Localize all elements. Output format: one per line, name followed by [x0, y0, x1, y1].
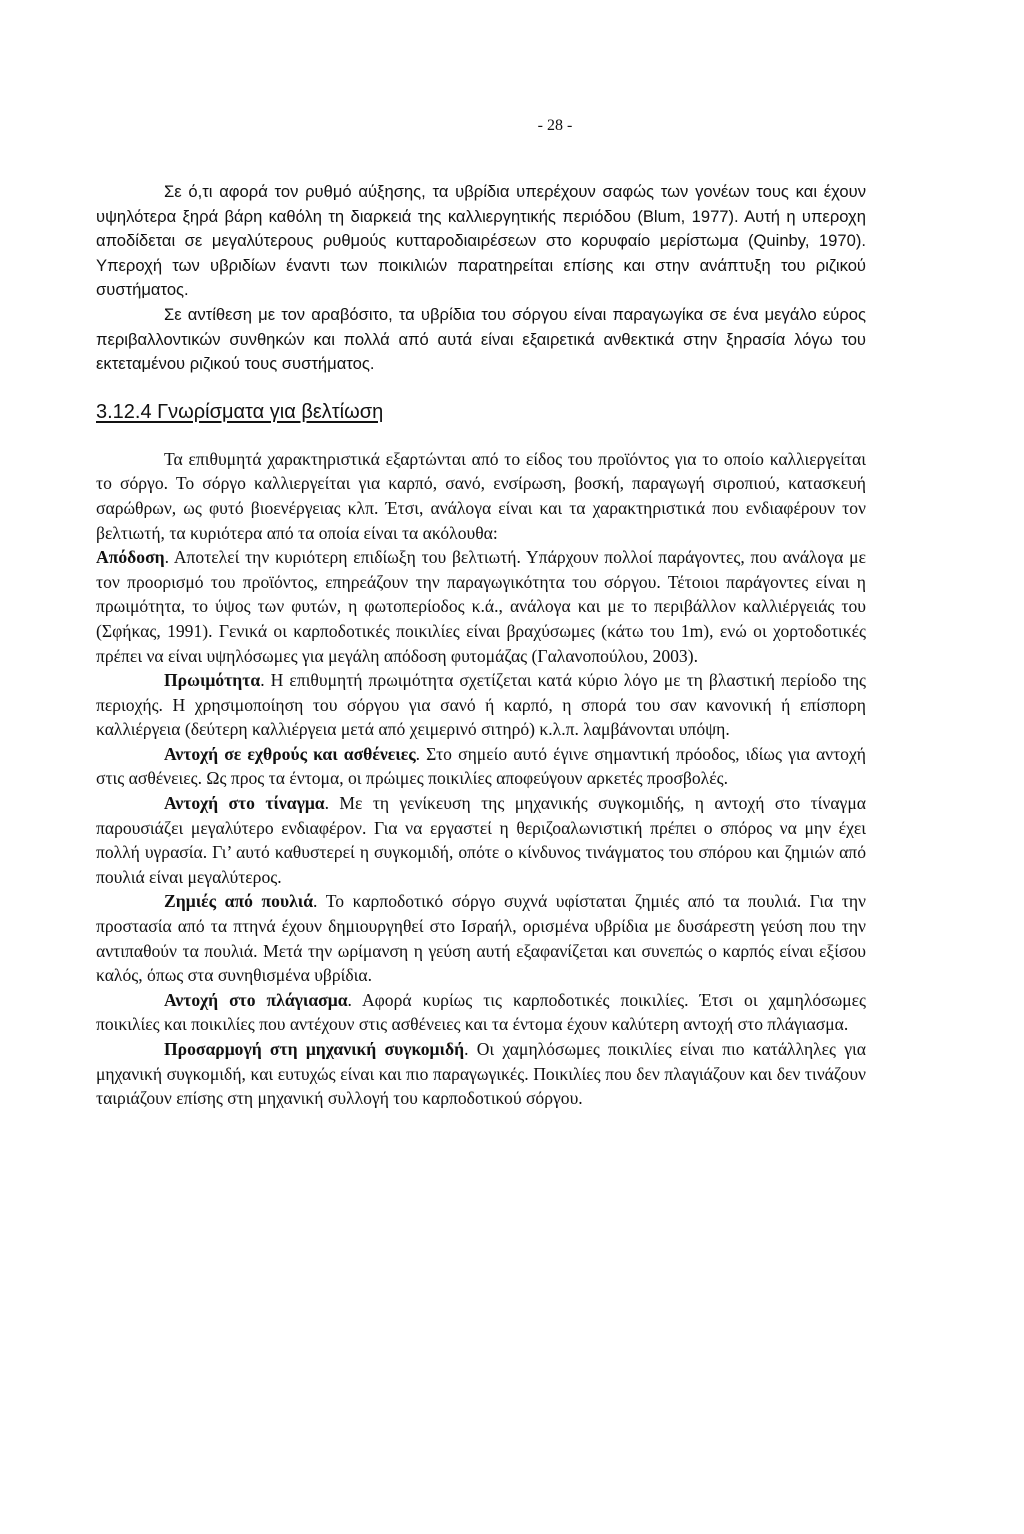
section-heading: 3.12.4 Γνωρίσματα για βελτίωση — [96, 400, 384, 423]
trait-mechanical-harvest — [96, 1037, 866, 1111]
trait-text: . Οι χαμηλόσωμες ποικιλίες είναι πιο κατάλληλες για μηχανική συγκομιδή, και ευτυχώς είναι και πιο παραγωγικές. Ποικιλίες που δεν πλαγιάζουν και δεν τινάζουν ταιριάζουν επίσης στη μηχανική συλλογή του καρποδοτικού σόργου. — [96, 1039, 866, 1109]
trait-term: Απόδοση — [96, 547, 165, 568]
paragraph-adaptability: Σε αντίθεση με τον αραβόσιτο, τα υβρίδια του σόργου είναι παραγωγίκα σε ένα μεγάλο εύρος περιβαλλοντικών συνθηκών και πολλά από αυτά είναι εξαιρετικά ανθεκτικά στην ξηρασία λόγω του εκτεταμένου ριζικού τους συστήματος. — [96, 304, 866, 374]
trait-term: Ζημιές από πουλιά — [164, 891, 314, 912]
trait-text: . Με τη γενίκευση της μηχανικής συγκομιδής, η αντοχή στο τίναγμα παρουσιάζει μεγαλύτερο ενδιαφέρον. Για να εργαστεί η θεριζοαλωνιστική πρέπει ο σπόρος να μην έχει πολλή υγρασία. Γι’ αυτό καθυστερεί η συγκομιδή, οπότε ο κίνδυνος τινάγματος του σπόρου και ζημιών από πουλιά είναι μεγαλύτερος. — [96, 793, 866, 887]
trait-term: Προσαρμογή στη μηχανική συγκομιδή — [164, 1039, 465, 1059]
trait-earliness — [96, 668, 866, 742]
trait-text: . Αφορά κυρίως τις καρποδοτικές ποικιλίες. Έτσι οι χαμηλόσωμες ποικιλίες και ποικιλίες που αντέχουν στις ασθένειες και τα έντομα έχουν καλύτερη αντοχή στο πλάγιασμα. — [96, 989, 866, 1035]
trait-text: . Η επιθυμητή πρωιμότητα σχετίζεται κατά κύριο λόγο με τη βλαστική περίοδο της περιοχής. Η χρησιμοποίηση του σόργου για σανό ή καρπό, η σπορά του σαν κανονική ή επίσπορη καλλιέργεια (δεύτερη καλλιέργεια μετά από χειμερινό σιτηρό) κ.λ.π. λαμβάνονται υπόψη. — [96, 670, 866, 740]
trait-yield — [96, 545, 866, 668]
trait-shattering-resistance — [96, 791, 866, 889]
trait-text: . Το καρποδοτικό σόργο συχνά υφίσταται ζημιές από τα πουλιά. Για την προστασία από τα πτηνά έχουν δημιουργηθεί στο Ισραήλ, ορισμένα υβρίδια με δυσάρεστη γεύση που την αντιπαθούν τα πουλιά. Μετά την ωρίμανση η γεύση αυτή εξαφανίζεται και συνεπώς ο καρπός είναι εξίσου καλός, όπως στα συνηθισμένα υβρίδια. — [96, 891, 867, 986]
trait-text: . Αποτελεί την κυριότερη επιδίωξη του βελτιωτή. Υπάρχουν πολλοί παράγοντες, που ανάλογα με τον προορισμό του προϊόντος, επηρεάζουν την παραγωγικότητα του σόργου. Τέτοιοι παράγοντες είναι η πρωιμότητα, το ύψος των φυτών, η φωτοπερίοδος κ.ά., ανάλογα και με το περιβάλλον καλλιέργειάς του (Σφήκας, 1991). Γενικά οι καρποδοτικές ποικιλίες είναι βραχύσωμες (κάτω του 1m), ενώ οι χορτοδοτικές πρέπει να είναι υψηλόσωμες για μεγάλη απόδοση φυτομάζας (Γαλανοπούλου, 2003). — [96, 547, 866, 666]
paragraph-growth-rate: Σε ό,τι αφορά τον ρυθμό αύξησης, τα υβρίδια υπερέχουν σαφώς των γονέων τους και έχουν υψηλότερα ξηρά βάρη καθόλη τη διαρκειά της καλλιεργητικής περιόδου (Blum, 1977). Αυτή η υπεροχη αποδίδεται σε μεγαλύτερους ρυθμούς κυτταροδιαιρέσεων στο κορυφαίο μερίστωμα (Quinby, 1970). Υπεροχή των υβριδίων έναντι των ποικιλιών παρατηρείται επίσης και στην ανάπτυξη του ριζικού συστήματος. — [96, 182, 866, 300]
trait-term: Αντοχή στο πλάγιασμα — [164, 989, 348, 1010]
trait-term: Αντοχή στο τίναγμα — [164, 793, 325, 814]
trait-term: Αντοχή σε εχθρούς και ασθένειες — [164, 743, 416, 764]
trait-pest-resistance — [96, 742, 866, 791]
trait-lodging-resistance — [96, 988, 866, 1037]
paragraph-desired-traits: Τα επιθυμητά χαρακτηριστικά εξαρτώνται από το είδος του προϊόντος για το οποίο καλλιεργείται το σόργο. Το σόργο καλλιεργείται για καρπό, σανό, ενσίρωση, βοσκή, παραγωγή σιροπιού, κατασκευή σαρώθρων, ως φυτό βιοενέργειας κλπ. Έτσι, ανάλογα είναι και τα χαρακτηριστικά που ενδιαφέρουν τον βελτιωτή, τα κυριότερα από τα οποία είναι τα ακόλουθα: — [96, 448, 866, 543]
trait-text: . Στο σημείο αυτό έγινε σημαντική πρόοδος, ιδίως για αντοχή στις ασθένειες. Ως προς τα έντομα, οι πρώιμες ποικιλίες αποφεύγουν αρκετές προσβολές. — [96, 743, 866, 789]
trait-term: Πρωιμότητα — [164, 670, 261, 691]
page-content — [96, 180, 866, 1111]
page-number: - 28 - — [537, 117, 573, 134]
trait-bird-damage — [96, 889, 866, 987]
